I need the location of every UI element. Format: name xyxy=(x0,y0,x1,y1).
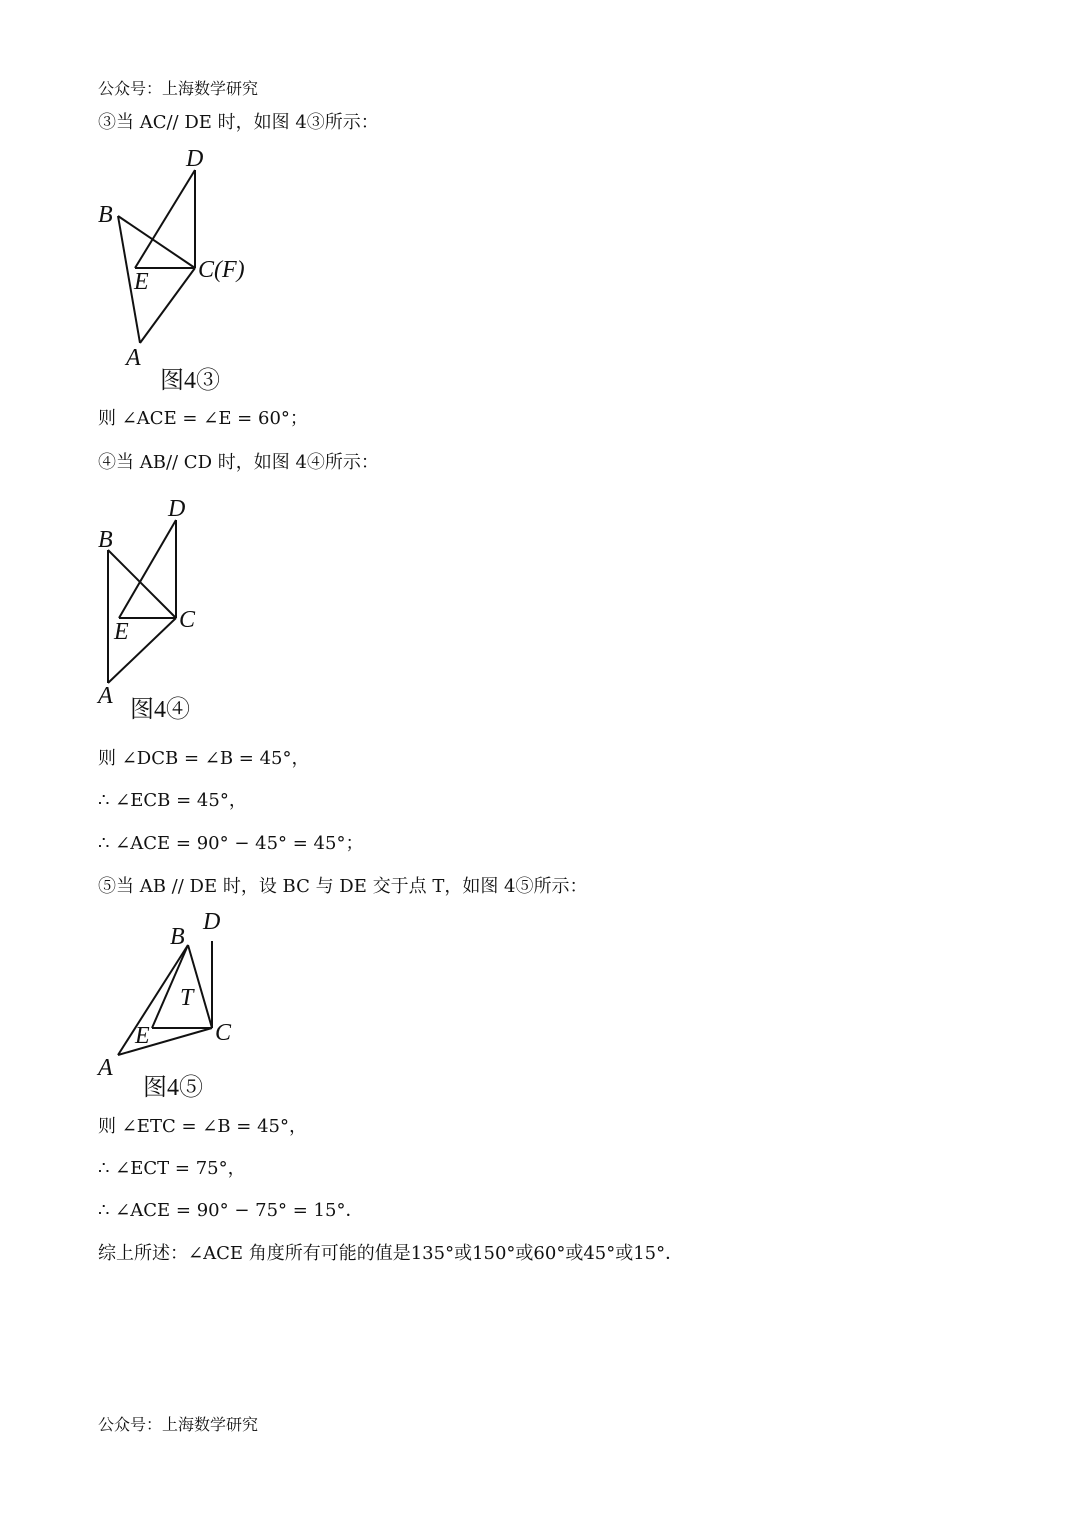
figure-4-4 xyxy=(90,490,290,734)
figure-4-5 xyxy=(90,905,270,1109)
label-b: B xyxy=(98,527,113,553)
figure-caption: 图4⑤ xyxy=(143,1075,203,1101)
segment-de xyxy=(135,170,195,268)
label-a: A xyxy=(126,345,141,371)
label-c: C(F) xyxy=(198,257,245,283)
conclusion: 综上所述：∠ACE 角度所有可能的值是135°或150°或60°或45°或15°． xyxy=(98,1243,684,1264)
label-b: B xyxy=(170,924,185,950)
page-header: 公众号：上海数学研究 xyxy=(98,79,259,98)
label-d: D xyxy=(203,909,221,935)
case-5-result-2: ∴ ∠ECT = 75°， xyxy=(98,1158,246,1179)
label-e: E xyxy=(114,619,129,645)
label-c: C xyxy=(179,607,196,633)
page-footer: 公众号：上海数学研究 xyxy=(98,1415,259,1434)
case-3-result: 则 ∠ACE = ∠E = 60°； xyxy=(98,408,308,429)
segment-bc xyxy=(118,216,195,268)
case-4-result-1: 则 ∠DCB = ∠B = 45°， xyxy=(98,748,310,769)
figure-4-3 xyxy=(90,140,290,399)
figure-caption: 图4③ xyxy=(160,368,220,394)
label-e: E xyxy=(134,269,149,295)
case-4-result-2: ∴ ∠ECB = 45°， xyxy=(98,790,247,811)
case-3-statement: ③当 AC// DE 时，如图 4③所示： xyxy=(98,112,379,133)
case-5-statement: ⑤当 AB // DE 时，设 BC 与 DE 交于点 T，如图 4⑤所示： xyxy=(98,876,588,897)
case-5-result-1: 则 ∠ETC = ∠B = 45°， xyxy=(98,1116,307,1137)
case-4-statement: ④当 AB// CD 时，如图 4④所示： xyxy=(98,452,379,473)
segment-bc xyxy=(108,550,176,618)
label-b: B xyxy=(98,202,113,228)
figure-caption: 图4④ xyxy=(130,697,190,723)
label-a: A xyxy=(98,1055,113,1081)
label-c: C xyxy=(215,1020,232,1046)
label-d: D xyxy=(168,496,186,522)
case-4-result-3: ∴ ∠ACE = 90° − 45° = 45°； xyxy=(98,833,364,854)
label-e: E xyxy=(135,1023,150,1049)
case-5-result-3: ∴ ∠ACE = 90° − 75° = 15°． xyxy=(98,1200,364,1221)
label-d: D xyxy=(186,146,204,172)
label-a: A xyxy=(98,683,113,709)
label-t: T xyxy=(180,985,194,1011)
